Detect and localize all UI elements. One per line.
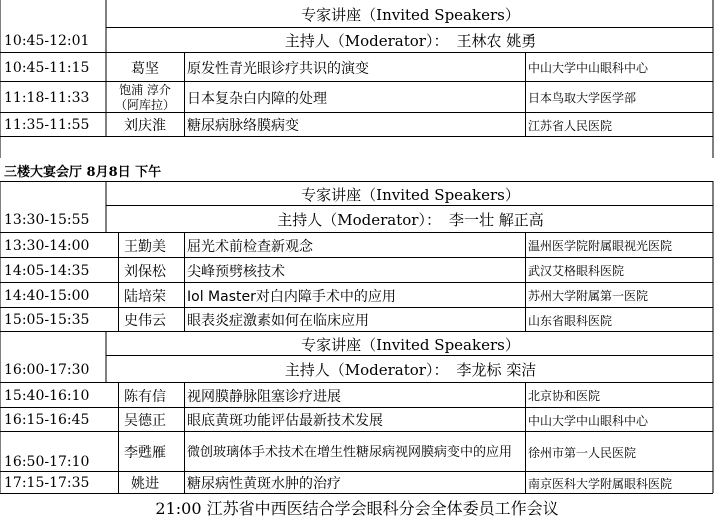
talk-row [0, 283, 714, 308]
session-time: 10:45-12:01 [4, 32, 90, 49]
talk-time: 10:45-11:15 [4, 59, 90, 76]
talk-institution: 温州医学院附属眼视光医院 [528, 239, 673, 253]
session-time: 16:00-17:30 [4, 361, 90, 378]
moderator-label: 主持人（Moderator）： [284, 32, 449, 50]
talk-topic: 屈光术前检查新观念 [187, 238, 313, 255]
moderator-row [0, 206, 714, 233]
talk-speaker: 姚进 [131, 476, 159, 492]
talk-row [0, 472, 714, 494]
talk-speaker: 陆培荣 [124, 288, 166, 305]
talk-row [0, 258, 714, 283]
talk-institution: 中山大学中山眼科中心 [528, 413, 649, 428]
footer-row [0, 494, 714, 520]
talk-row [0, 432, 714, 472]
talk-topic: 微创玻璃体手术技术在增生性糖尿病视网膜病变中的应用 [187, 444, 513, 460]
moderator-names: 王林农 姚勇 [456, 32, 537, 50]
section-header: 三楼大宴会厅 8月8日 下午 [4, 164, 162, 180]
talk-time: 15:05-15:35 [4, 312, 90, 328]
talk-speaker: 王勤美 [124, 238, 166, 255]
session-title-row [0, 182, 714, 206]
session-title-row [0, 0, 714, 28]
moderator [107, 206, 714, 233]
talk-topic: 眼表炎症激素如何在临床应用 [187, 313, 369, 329]
talk-speaker: 陈有信 [124, 388, 166, 405]
talk-topic: 糖尿病脉络膜病变 [187, 118, 299, 134]
moderator-row [0, 356, 714, 383]
talk-speaker: 李甦雁 [124, 445, 166, 461]
moderator [107, 28, 714, 53]
session-title: 专家讲座（Invited Speakers） [301, 185, 520, 204]
moderator-label: 主持人（Moderator）： [284, 361, 449, 379]
session-title: 专家讲座（Invited Speakers） [301, 5, 520, 24]
talk-row [0, 113, 714, 137]
talk-institution: 山东省眼科医院 [528, 313, 613, 328]
moderator [107, 356, 714, 383]
talk-topic: 尖峰预劈核技术 [187, 263, 285, 280]
talk-time: 11:35-11:55 [4, 117, 90, 133]
talk-speaker [107, 82, 183, 113]
session-title-row [0, 332, 714, 356]
talk-time: 11:18-11:33 [4, 89, 90, 106]
talk-topic: 视网膜静脉阻塞诊疗进展 [187, 388, 341, 405]
talk-speaker: 刘保松 [124, 263, 166, 280]
talk-institution: 南京医科大学附属眼科医院 [528, 476, 673, 491]
talk-time: 14:40-15:00 [4, 287, 90, 304]
talk-time: 15:40-16:10 [4, 387, 90, 404]
moderator-row [0, 28, 714, 53]
talk-institution: 徐州市第一人民医院 [528, 445, 637, 460]
session-title: 专家讲座（Invited Speakers） [301, 335, 520, 354]
talk-institution: 日本鸟取大学医学部 [528, 91, 637, 105]
talk-time: 14:05-14:35 [4, 262, 90, 279]
moderator-label: 主持人（Moderator）： [277, 211, 441, 229]
session-time: 13:30-15:55 [4, 211, 90, 228]
talk-topic: 糖尿病性黄斑水肿的治疗 [187, 476, 341, 492]
talk-time: 16:15-16:45 [4, 412, 90, 428]
talk-speaker: 葛坚 [131, 60, 159, 77]
talk-institution: 苏州大学附属第一医院 [528, 289, 649, 303]
talk-institution: 武汉艾格眼科医院 [528, 264, 625, 278]
talk-institution: 北京协和医院 [528, 389, 601, 403]
talk-row [0, 383, 714, 408]
talk-row [0, 82, 714, 113]
talk-speaker: 刘庆淮 [124, 118, 166, 134]
footer-note: 21:00 江苏省中西医结合学会眼科分会全体委员工作会议 [155, 498, 559, 518]
talk-row [0, 308, 714, 332]
talk-speaker-alias: （阿库拉） [114, 97, 175, 112]
moderator-names: 李一壮 解正高 [448, 211, 544, 229]
talk-topic: Iol Master对白内障手术中的应用 [187, 288, 396, 305]
talk-topic: 眼底黄斑功能评估最新技术发展 [187, 413, 383, 429]
section-header-row [0, 158, 714, 182]
talk-institution: 江苏省人民医院 [528, 118, 613, 133]
talk-institution: 中山大学中山眼科中心 [528, 61, 649, 75]
talk-speaker-name: 饱浦 淳介 [119, 82, 171, 97]
talk-row [0, 233, 714, 258]
talk-time: 13:30-14:00 [4, 237, 90, 254]
moderator-names: 李龙标 栾洁 [456, 361, 537, 379]
talk-topic: 原发性青光眼诊疗共识的演变 [187, 60, 369, 77]
talk-row [0, 53, 714, 82]
talk-speaker: 吴德正 [124, 413, 166, 429]
talk-row [0, 408, 714, 432]
talk-time: 16:50-17:10 [4, 454, 90, 470]
talk-speaker: 史伟云 [124, 313, 166, 329]
talk-time: 17:15-17:35 [4, 475, 90, 491]
talk-topic: 日本复杂白内障的处理 [187, 90, 327, 107]
